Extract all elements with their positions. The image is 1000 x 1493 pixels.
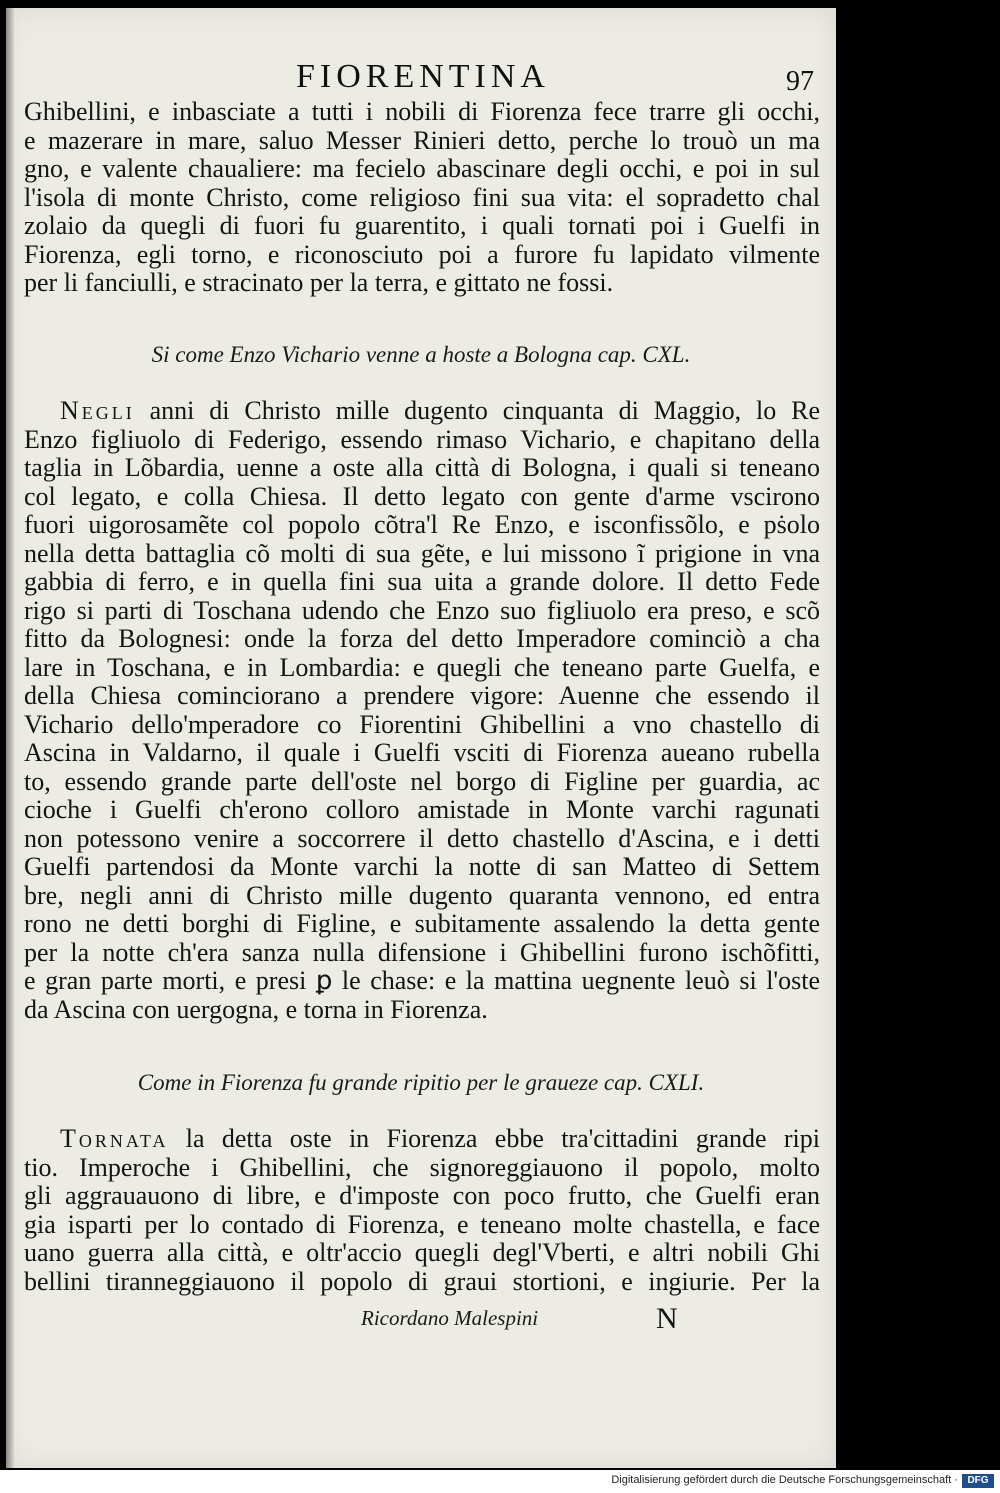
paragraph-2 [24, 397, 820, 1024]
text-line: rono ne detti borghi di Figline, e subitamente assalendo la detta gente [24, 910, 820, 938]
text-line: fuori uigorosamẽte col popolo cõtra'l Re Enzo, e isconfissõlo, e pṡolo [24, 511, 820, 539]
dfg-logo-icon: DFG [962, 1474, 994, 1488]
lead-word: Negli [60, 397, 135, 425]
text-line: Vichario dello'mperadore co Fiorentini Ghibellini a vno chastello di [24, 710, 820, 739]
text-line: Ghibellini, e inbasciate a tutti i nobili di Fiorenza fece trarre gli occhi, [24, 98, 820, 126]
page-header [6, 56, 836, 96]
page-footer [6, 1304, 836, 1340]
text-line: fitto da Bolognesi: onde la forza del detto Imperadore cominciò a cha [24, 625, 820, 653]
text-line: tio. Imperoche i Ghibellini, che signoreggiauono il popolo, molto [24, 1153, 820, 1182]
text-line: uano guerra alla città, e oltr'accio quegli degl'Vberti, e altri nobili Ghi [24, 1239, 820, 1267]
text-line: e mazerare in mare, saluo Messer Rinieri detto, perche lo trouò un ma [24, 126, 820, 155]
text-line: lare in Toschana, e in Lombardia: e quegli che teneano parte Guelfa, e [24, 653, 820, 682]
text-line: l'isola di monte Christo, come religioso fini sua vita: el sopradetto chal [24, 183, 820, 212]
lead-word: Tornata [60, 1125, 169, 1153]
catchword: Ricordano Malespini [361, 1306, 539, 1330]
text-line: Fiorenza, egli torno, e riconosciuto poi a furore fu lapidato vilmente [24, 240, 820, 269]
text-line: della Chiesa cominciorano a prendere vigore: Auenne che essendo il [24, 682, 820, 710]
text-line: da Ascina con uergogna, e torna in Fiorenza. [24, 995, 488, 1024]
text-line: gia isparti per lo contado di Fiorenza, e teneano molte chastella, e face [24, 1210, 820, 1239]
text-line: rigo si parti di Toschana udendo che Enzo suo figliuolo era preso, e scõ [24, 596, 820, 625]
text-line: cioche i Guelfi ch'erono colloro amistade in Monte varchi ragunati [24, 796, 820, 824]
book-page [6, 8, 836, 1468]
chapter-heading-cxli: Come in Fiorenza fu grande ripitio per le graueze cap. CXLI. [137, 1070, 705, 1095]
signature-mark: N [656, 1302, 678, 1335]
funding-credit-bar [0, 1470, 1000, 1493]
text-line-first [24, 1125, 820, 1154]
text-line: non potessono venire a soccorrere il detto chastello d'Ascina, e i detti [24, 824, 820, 853]
paragraph-1 [24, 98, 820, 298]
text-line: zolaio da quegli di fuori fu guarentito, i quali tornati poi i Guelfi in [24, 212, 820, 240]
text-line: gli aggrauauono di libre, e d'imposte con poco frutto, che Guelfi eran [24, 1182, 820, 1210]
text-line: Ascina in Valdarno, il quale i Guelfi vsciti di Fiorenza aueano rubella [24, 739, 820, 767]
page-gutter-shadow [6, 8, 14, 1468]
text-line: per li fanciulli, e stracinato per la terra, e gittato ne fossi. [24, 269, 614, 297]
text-line: bellini tiranneggiauono il popolo di graui stortioni, e ingiurie. Per la [24, 1267, 820, 1296]
text-line: gno, e valente chaualiere: ma fecielo abascinare degli occhi, e poi in sul [24, 155, 820, 183]
text-line: to, essendo grande parte dell'oste nel borgo di Figline per guardia, ac [24, 767, 820, 796]
text-line: taglia in Lõbardia, uenne a oste alla città di Bologna, i quali si teneano [24, 454, 820, 482]
text-line-first [24, 397, 820, 426]
page-number: 97 [786, 66, 814, 97]
funding-credit-text: Digitalisierung gefördert durch die Deutsche Forschungsgemeinschaft · [611, 1474, 958, 1486]
paragraph-3 [24, 1125, 820, 1296]
text-line: Guelfi partendosi da Monte varchi la notte di san Matteo di Settem [24, 853, 820, 881]
chapter-heading-cxl: Si come Enzo Vichario venne a hoste a Bologna cap. CXL. [151, 342, 691, 367]
running-head: FIORENTINA [296, 58, 550, 95]
text-line: e gran parte morti, e presi ꝑ le chase: e la mattina uegnente leuò si l'oste [24, 967, 820, 995]
text-line: nella detta battaglia cõ molti di sua gẽte, e lui missono ĩ prigione in vna [24, 539, 820, 568]
text-line: Enzo figliuolo di Federigo, essendo rimaso Vichario, e chapitano della [24, 425, 820, 454]
text-line: gabbia di ferro, e in quella fini sua uita a grande dolore. Il detto Fede [24, 568, 820, 596]
text-line: col legato, e colla Chiesa. Il detto legato con gente d'arme vscirono [24, 482, 820, 511]
text-fragment: anni di Christo mille dugento cinquanta di Maggio, lo Re [134, 397, 820, 425]
text-fragment: la detta oste in Fiorenza ebbe tra'cittadini grande ripi [168, 1125, 820, 1153]
text-line: bre, negli anni di Christo mille dugento quaranta vennono, ed entra [24, 881, 820, 910]
text-line: per la notte ch'era sanza nulla difensione i Ghibellini furono ischõfitti, [24, 938, 820, 967]
